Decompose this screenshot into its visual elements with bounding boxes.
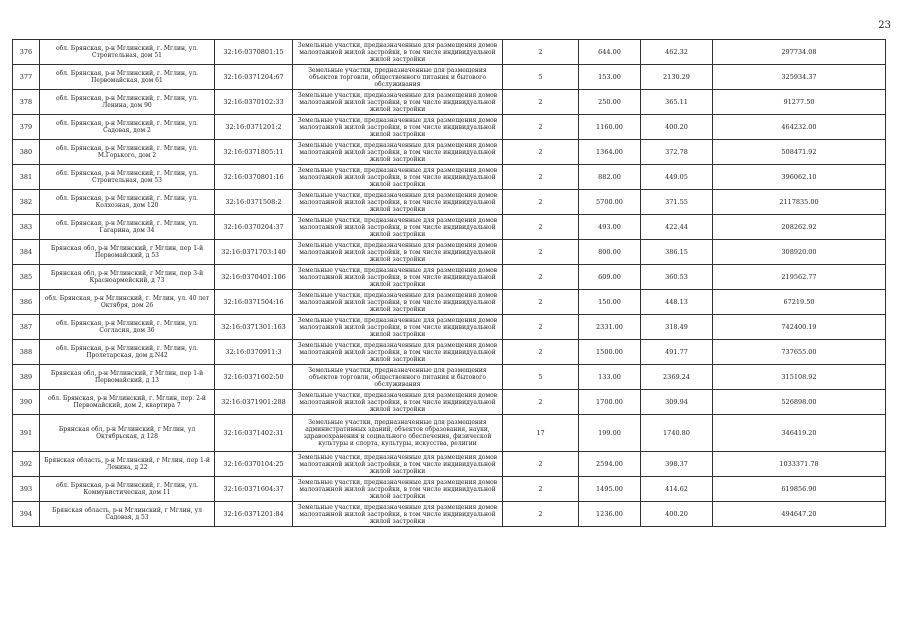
- row-number-cell: 384: [13, 240, 40, 265]
- row-number-cell: 385: [13, 265, 40, 290]
- address-cell: обл. Брянская, р-н Мглинский, г. Мглин, ул. Пролетарская, дом д.N42: [40, 340, 215, 365]
- table-row: [13, 502, 886, 527]
- cadastral-number-cell: 32:16:0370204:37: [215, 215, 293, 240]
- row-number-cell: 388: [13, 340, 40, 365]
- land-use-cell: Земельные участки, предназначенные для размещения домов малоэтажной жилой застройки, в том числе индивидуальной жилой застройки: [293, 40, 503, 65]
- cadastral-value-cell: 526898.00: [713, 390, 886, 415]
- group-cell: 2: [503, 190, 579, 215]
- table-row: [13, 477, 886, 502]
- land-use-cell: Земельные участки, предназначенные для размещения домов малоэтажной жилой застройки, в том числе индивидуальной жилой застройки: [293, 452, 503, 477]
- table-row: [13, 365, 886, 390]
- group-cell: 2: [503, 115, 579, 140]
- specific-value-cell: 414.62: [641, 477, 713, 502]
- cadastral-value-table: [12, 39, 886, 527]
- land-use-cell: Земельные участки, предназначенные для размещения домов малоэтажной жилой застройки, в том числе индивидуальной жилой застройки: [293, 290, 503, 315]
- table-row: [13, 115, 886, 140]
- cadastral-number-cell: 32:16:0371301:163: [215, 315, 293, 340]
- area-cell: 493.00: [579, 215, 641, 240]
- row-number-cell: 381: [13, 165, 40, 190]
- specific-value-cell: 449.05: [641, 165, 713, 190]
- cadastral-value-cell: 508471.92: [713, 140, 886, 165]
- land-use-cell: Земельные участки, предназначенные для размещения домов малоэтажной жилой застройки, в том числе индивидуальной жилой застройки: [293, 215, 503, 240]
- area-cell: 250.00: [579, 90, 641, 115]
- table-row: [13, 415, 886, 452]
- cadastral-value-cell: 2117835.00: [713, 190, 886, 215]
- cadastral-number-cell: 32:16:0371805:11: [215, 140, 293, 165]
- cadastral-value-cell: 464232.00: [713, 115, 886, 140]
- address-cell: обл. Брянская, р-н Мглинский, г. Мглин, ул. Ленина, дом 90: [40, 90, 215, 115]
- land-use-cell: Земельные участки, предназначенные для размещения домов малоэтажной жилой застройки, в том числе индивидуальной жилой застройки: [293, 115, 503, 140]
- specific-value-cell: 448.13: [641, 290, 713, 315]
- group-cell: 5: [503, 65, 579, 90]
- area-cell: 5700.00: [579, 190, 641, 215]
- land-use-cell: Земельные участки, предназначенные для размещения домов малоэтажной жилой застройки, в том числе индивидуальной жилой застройки: [293, 90, 503, 115]
- table-row: [13, 315, 886, 340]
- specific-value-cell: 422.44: [641, 215, 713, 240]
- cadastral-value-cell: 325934.37: [713, 65, 886, 90]
- specific-value-cell: 318.49: [641, 315, 713, 340]
- address-cell: Брянская обл, р-н Мглинский, г Мглин, пер 1-й Первомайский, д 53: [40, 240, 215, 265]
- cadastral-value-cell: 91277.50: [713, 90, 886, 115]
- cadastral-number-cell: 32:16:0370801:16: [215, 165, 293, 190]
- table-row: [13, 265, 886, 290]
- page-number: 23: [878, 20, 891, 31]
- cadastral-value-cell: 737655.00: [713, 340, 886, 365]
- land-use-cell: Земельные участки, предназначенные для размещения домов малоэтажной жилой застройки, в том числе индивидуальной жилой застройки: [293, 265, 503, 290]
- land-use-cell: Земельные участки, предназначенные для размещения домов малоэтажной жилой застройки, в том числе индивидуальной жилой застройки: [293, 315, 503, 340]
- table-row: [13, 452, 886, 477]
- group-cell: 2: [503, 502, 579, 527]
- area-cell: 1364.00: [579, 140, 641, 165]
- address-cell: обл. Брянская, р-н Мглинский, г. Мглин, ул. М.Горького, дом 2: [40, 140, 215, 165]
- cadastral-number-cell: 32:16:0371703:140: [215, 240, 293, 265]
- group-cell: 2: [503, 240, 579, 265]
- cadastral-value-cell: 396062.10: [713, 165, 886, 190]
- land-use-cell: Земельные участки, предназначенные для размещения домов малоэтажной жилой застройки, в том числе индивидуальной жилой застройки: [293, 190, 503, 215]
- row-number-cell: 390: [13, 390, 40, 415]
- land-use-cell: Земельные участки, предназначенные для размещения домов малоэтажной жилой застройки, в том числе индивидуальной жилой застройки: [293, 390, 503, 415]
- land-use-cell: Земельные участки, предназначенные для размещения домов малоэтажной жилой застройки, в том числе индивидуальной жилой застройки: [293, 165, 503, 190]
- table-row: [13, 140, 886, 165]
- cadastral-number-cell: 32:16:0370801:15: [215, 40, 293, 65]
- address-cell: обл. Брянская, р-н Мглинский, г. Мглин, ул. Садовая, дом 2: [40, 115, 215, 140]
- address-cell: обл. Брянская, р-н Мглинский, г. Мглин, ул. 40 лет Октября, дом 26: [40, 290, 215, 315]
- table-row: [13, 340, 886, 365]
- area-cell: 153.00: [579, 65, 641, 90]
- specific-value-cell: 462.32: [641, 40, 713, 65]
- cadastral-value-cell: 208262.92: [713, 215, 886, 240]
- area-cell: 1500.00: [579, 340, 641, 365]
- row-number-cell: 380: [13, 140, 40, 165]
- cadastral-number-cell: 32:16:0370911:3: [215, 340, 293, 365]
- area-cell: 800.00: [579, 240, 641, 265]
- area-cell: 1160.00: [579, 115, 641, 140]
- address-cell: Брянская обл, р-н Мглинский, г Мглин, пер 1-й Первомайский, д 13: [40, 365, 215, 390]
- group-cell: 2: [503, 340, 579, 365]
- table-row: [13, 240, 886, 265]
- address-cell: Брянская область, р-н Мглинский, г Мглин, пер 1-й Ленина, д 22: [40, 452, 215, 477]
- cadastral-value-cell: 742400.19: [713, 315, 886, 340]
- cadastral-value-cell: 219562.77: [713, 265, 886, 290]
- table-body: [13, 40, 886, 527]
- area-cell: 1700.00: [579, 390, 641, 415]
- area-cell: 2331.00: [579, 315, 641, 340]
- specific-value-cell: 372.78: [641, 140, 713, 165]
- cadastral-number-cell: 32:16:0371604:37: [215, 477, 293, 502]
- group-cell: 2: [503, 477, 579, 502]
- area-cell: 882.00: [579, 165, 641, 190]
- address-cell: обл. Брянская, р-н Мглинский, г. Мглин, ул. Строительная, дом 53: [40, 165, 215, 190]
- group-cell: 2: [503, 265, 579, 290]
- specific-value-cell: 386.15: [641, 240, 713, 265]
- cadastral-number-cell: 32:16:0371402:31: [215, 415, 293, 452]
- area-cell: 609.00: [579, 265, 641, 290]
- cadastral-value-cell: 297734.08: [713, 40, 886, 65]
- cadastral-number-cell: 32:16:0371602:50: [215, 365, 293, 390]
- row-number-cell: 386: [13, 290, 40, 315]
- area-cell: 644.00: [579, 40, 641, 65]
- area-cell: 1236.00: [579, 502, 641, 527]
- land-use-cell: Земельные участки, предназначенные для размещения объектов торговли, общественного питания и бытового обслуживания: [293, 365, 503, 390]
- table-row: [13, 390, 886, 415]
- group-cell: 2: [503, 215, 579, 240]
- cadastral-number-cell: 32:16:0371504:16: [215, 290, 293, 315]
- area-cell: 1495.00: [579, 477, 641, 502]
- cadastral-value-cell: 67219.50: [713, 290, 886, 315]
- specific-value-cell: 371.55: [641, 190, 713, 215]
- address-cell: обл. Брянская, р-н Мглинский, г. Мглин, ул. Согласия, дом 36: [40, 315, 215, 340]
- group-cell: 17: [503, 415, 579, 452]
- cadastral-number-cell: 32:16:0370104:25: [215, 452, 293, 477]
- address-cell: Брянская обл, р-н Мглинский, г Мглин, ул Октябрьская, д 128: [40, 415, 215, 452]
- land-use-cell: Земельные участки, предназначенные для размещения домов малоэтажной жилой застройки, в том числе индивидуальной жилой застройки: [293, 477, 503, 502]
- group-cell: 2: [503, 140, 579, 165]
- row-number-cell: 378: [13, 90, 40, 115]
- group-cell: 2: [503, 390, 579, 415]
- address-cell: обл. Брянская, р-н Мглинский, г. Мглин, ул. Строительная, дом 51: [40, 40, 215, 65]
- cadastral-number-cell: 32:16:0371508:2: [215, 190, 293, 215]
- row-number-cell: 376: [13, 40, 40, 65]
- table-row: [13, 215, 886, 240]
- address-cell: обл. Брянская, р-н Мглинский, г. Мглин, пер. 2-й Первомайский, дом 2, квартира 7: [40, 390, 215, 415]
- cadastral-number-cell: 32:16:0370401:106: [215, 265, 293, 290]
- cadastral-value-cell: 494647.20: [713, 502, 886, 527]
- cadastral-value-cell: 308920.00: [713, 240, 886, 265]
- table-row: [13, 90, 886, 115]
- row-number-cell: 377: [13, 65, 40, 90]
- specific-value-cell: 491.77: [641, 340, 713, 365]
- land-use-cell: Земельные участки, предназначенные для размещения домов малоэтажной жилой застройки, в том числе индивидуальной жилой застройки: [293, 502, 503, 527]
- group-cell: 2: [503, 452, 579, 477]
- table-row: [13, 40, 886, 65]
- address-cell: Брянская область, р-н Мглинский, г Мглин, ул Садовая, д 53: [40, 502, 215, 527]
- row-number-cell: 383: [13, 215, 40, 240]
- group-cell: 2: [503, 315, 579, 340]
- row-number-cell: 382: [13, 190, 40, 215]
- address-cell: Брянская обл, р-н Мглинский, г Мглин, пер 3-й Красноармейский, д 73: [40, 265, 215, 290]
- specific-value-cell: 400.20: [641, 115, 713, 140]
- specific-value-cell: 2369.24: [641, 365, 713, 390]
- specific-value-cell: 360.53: [641, 265, 713, 290]
- area-cell: 2594.00: [579, 452, 641, 477]
- row-number-cell: 394: [13, 502, 40, 527]
- row-number-cell: 379: [13, 115, 40, 140]
- area-cell: 133.00: [579, 365, 641, 390]
- cadastral-number-cell: 32:16:0371201:2: [215, 115, 293, 140]
- cadastral-number-cell: 32:16:0370102:33: [215, 90, 293, 115]
- specific-value-cell: 309.94: [641, 390, 713, 415]
- specific-value-cell: 400.20: [641, 502, 713, 527]
- table-row: [13, 190, 886, 215]
- specific-value-cell: 365.11: [641, 90, 713, 115]
- address-cell: обл. Брянская, р-н Мглинский, г. Мглин, ул. Колхозная, дом 120: [40, 190, 215, 215]
- specific-value-cell: 2130.29: [641, 65, 713, 90]
- address-cell: обл. Брянская, р-н Мглинский, г. Мглин, ул. Первомайская, дом 61: [40, 65, 215, 90]
- address-cell: обл. Брянская, р-н Мглинский, г. Мглин, ул. Коммунистическая, дом 11: [40, 477, 215, 502]
- row-number-cell: 392: [13, 452, 40, 477]
- group-cell: 2: [503, 290, 579, 315]
- table-row: [13, 290, 886, 315]
- row-number-cell: 389: [13, 365, 40, 390]
- area-cell: 150.00: [579, 290, 641, 315]
- group-cell: 2: [503, 165, 579, 190]
- land-use-cell: Земельные участки, предназначенные для размещения объектов торговли, общественного питания и бытового обслуживания: [293, 65, 503, 90]
- table-row: [13, 65, 886, 90]
- group-cell: 5: [503, 365, 579, 390]
- cadastral-number-cell: 32:16:0371901:288: [215, 390, 293, 415]
- cadastral-number-cell: 32:16:0371201:84: [215, 502, 293, 527]
- row-number-cell: 387: [13, 315, 40, 340]
- specific-value-cell: 1740.80: [641, 415, 713, 452]
- land-use-cell: Земельные участки, предназначенные для размещения домов малоэтажной жилой застройки, в том числе индивидуальной жилой застройки: [293, 240, 503, 265]
- group-cell: 2: [503, 90, 579, 115]
- cadastral-number-cell: 32:16:0371204:67: [215, 65, 293, 90]
- row-number-cell: 391: [13, 415, 40, 452]
- land-use-cell: Земельные участки, предназначенные для размещения домов малоэтажной жилой застройки, в том числе индивидуальной жилой застройки: [293, 140, 503, 165]
- specific-value-cell: 398.37: [641, 452, 713, 477]
- cadastral-value-cell: 619856.90: [713, 477, 886, 502]
- row-number-cell: 393: [13, 477, 40, 502]
- cadastral-value-cell: 1033371.78: [713, 452, 886, 477]
- address-cell: обл. Брянская, р-н Мглинский, г. Мглин, ул. Гагарина, дом 34: [40, 215, 215, 240]
- cadastral-value-cell: 346419.20: [713, 415, 886, 452]
- area-cell: 199.00: [579, 415, 641, 452]
- land-use-cell: Земельные участки, предназначенные для размещения административных зданий, объектов образования, науки, здравоохранения и социального обеспечения, физической культуры и спорта, культуры, искусства, религии: [293, 415, 503, 452]
- cadastral-value-cell: 315108.92: [713, 365, 886, 390]
- land-use-cell: Земельные участки, предназначенные для размещения домов малоэтажной жилой застройки, в том числе индивидуальной жилой застройки: [293, 340, 503, 365]
- table-row: [13, 165, 886, 190]
- group-cell: 2: [503, 40, 579, 65]
